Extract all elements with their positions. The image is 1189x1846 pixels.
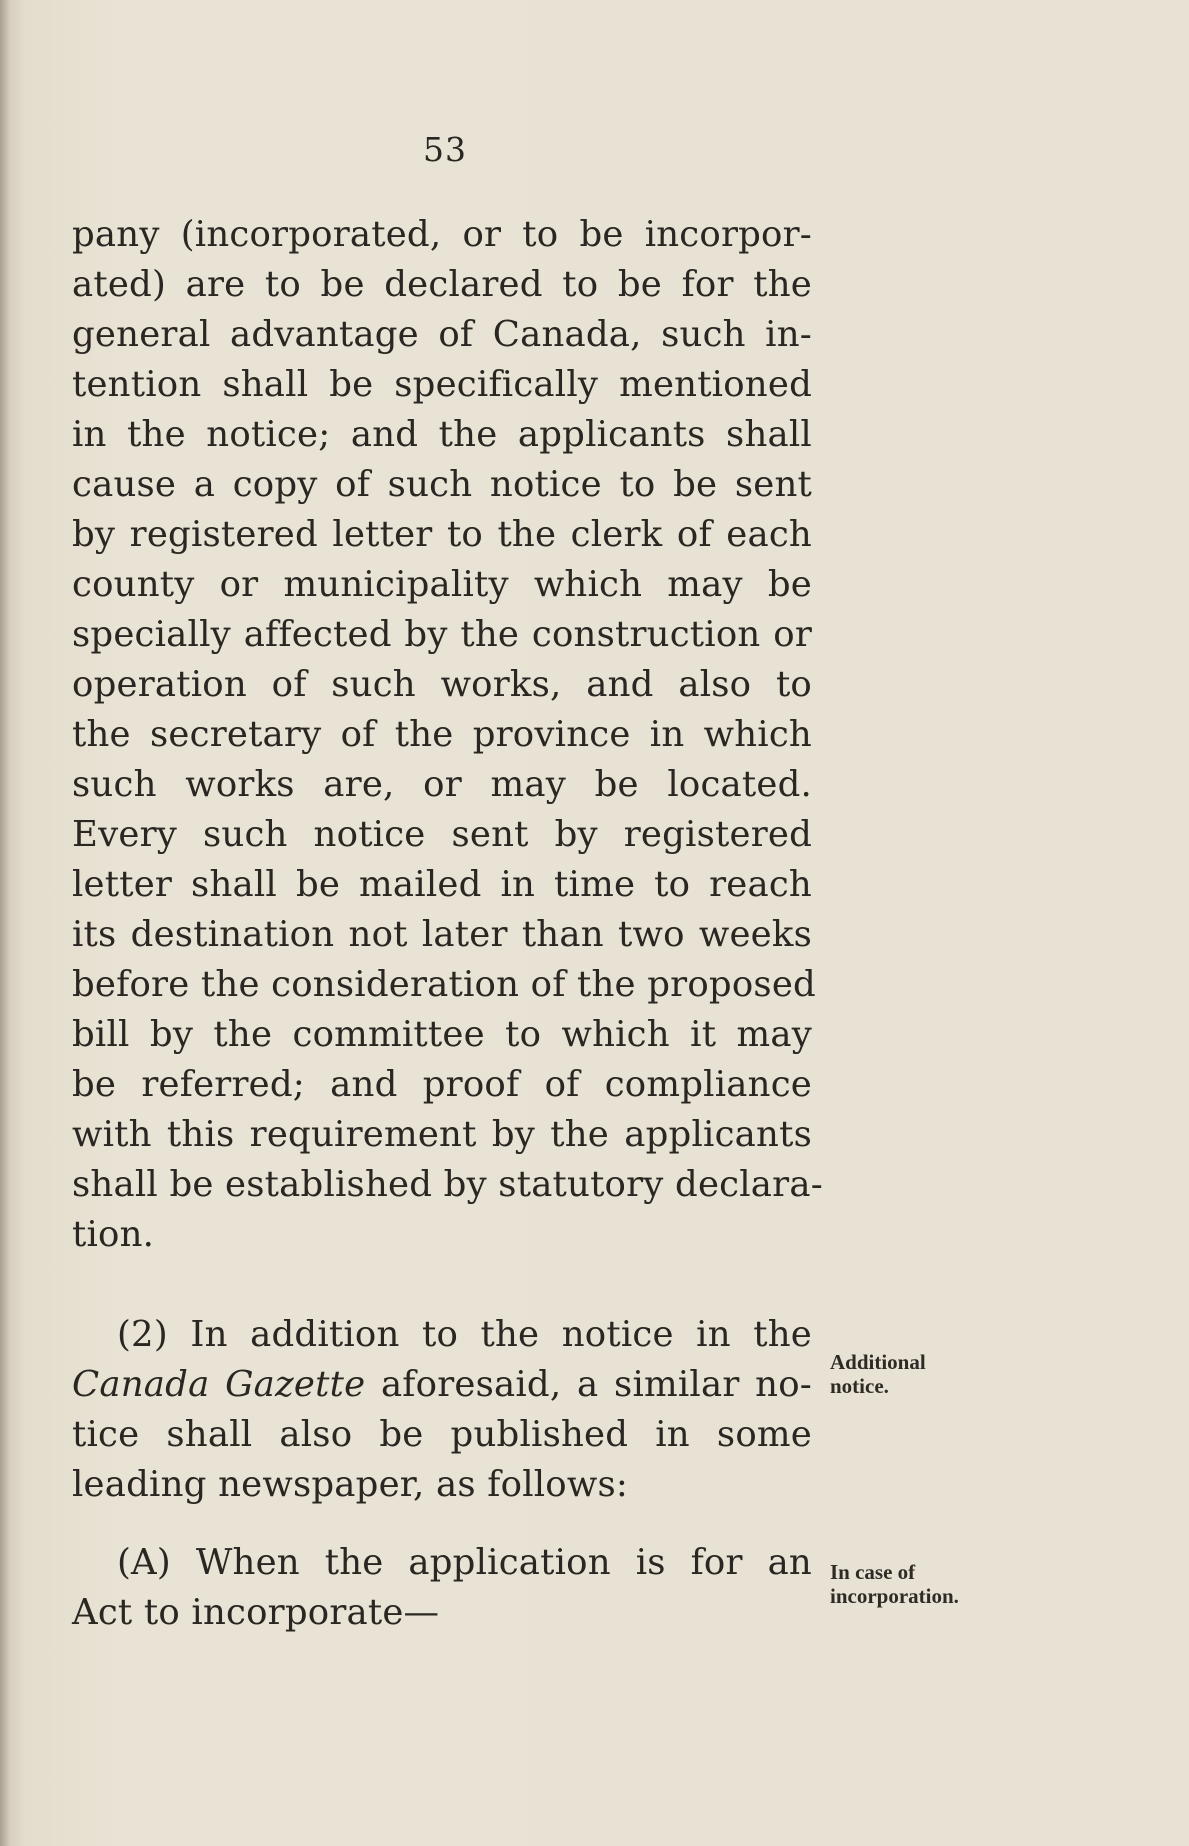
margin-note-additional-notice [830,1350,926,1398]
text-line: by registered letter to the clerk of each [72,514,812,555]
text-line: operation of such works, and also to [72,664,812,705]
text-line: such works are, or may be located. [72,764,812,805]
text-line: (A) When the application is for an [117,1542,812,1583]
text-line: Act to incorporate— [72,1592,440,1633]
text-line: shall be established by statutory declara- [72,1164,823,1205]
text-line: pany (incorporated, or to be incorpor- [72,214,812,255]
text-line: before the consideration of the proposed [72,964,816,1005]
text-fragment: aforesaid, a similar no- [365,1364,812,1405]
text-line: Every such notice sent by registered [72,814,812,855]
text-line: tice shall also be published in some [72,1414,812,1455]
text-line: be referred; and proof of compliance [72,1064,812,1105]
paragraph-additional-notice [72,1310,812,1510]
margin-note-line: notice. [830,1374,889,1398]
margin-note-line: Additional [830,1350,926,1374]
text-line: with this requirement by the applicants [72,1114,812,1155]
text-line: tention shall be specifically mentioned [72,364,812,405]
publication-name: Canada Gazette [72,1364,366,1405]
text-line: leading newspaper, as follows: [72,1464,629,1505]
text-line [72,1360,812,1410]
text-line: general advantage of Canada, such in- [72,314,812,355]
text-line: letter shall be mailed in time to reach [72,864,812,905]
margin-note-incorporation [830,1560,959,1608]
text-line: the secretary of the province in which [72,714,812,755]
text-line: its destination not later than two weeks [72,914,812,955]
paragraph-continuation [72,210,823,1260]
text-line: (2) In addition to the notice in the [117,1314,812,1355]
text-line: specially affected by the construction or [72,614,812,655]
text-line: tion. [72,1214,155,1255]
margin-note-line: In case of [830,1560,916,1584]
text-line: county or municipality which may be [72,564,812,605]
text-line: in the notice; and the applicants shall [72,414,812,455]
text-line: ated) are to be declared to be for the [72,264,812,305]
text-line: bill by the committee to which it may [72,1014,812,1055]
paragraph-incorporation [72,1538,812,1638]
margin-note-line: incorporation. [830,1584,959,1608]
page-number: 53 [423,130,467,169]
text-line: cause a copy of such notice to be sent [72,464,812,505]
